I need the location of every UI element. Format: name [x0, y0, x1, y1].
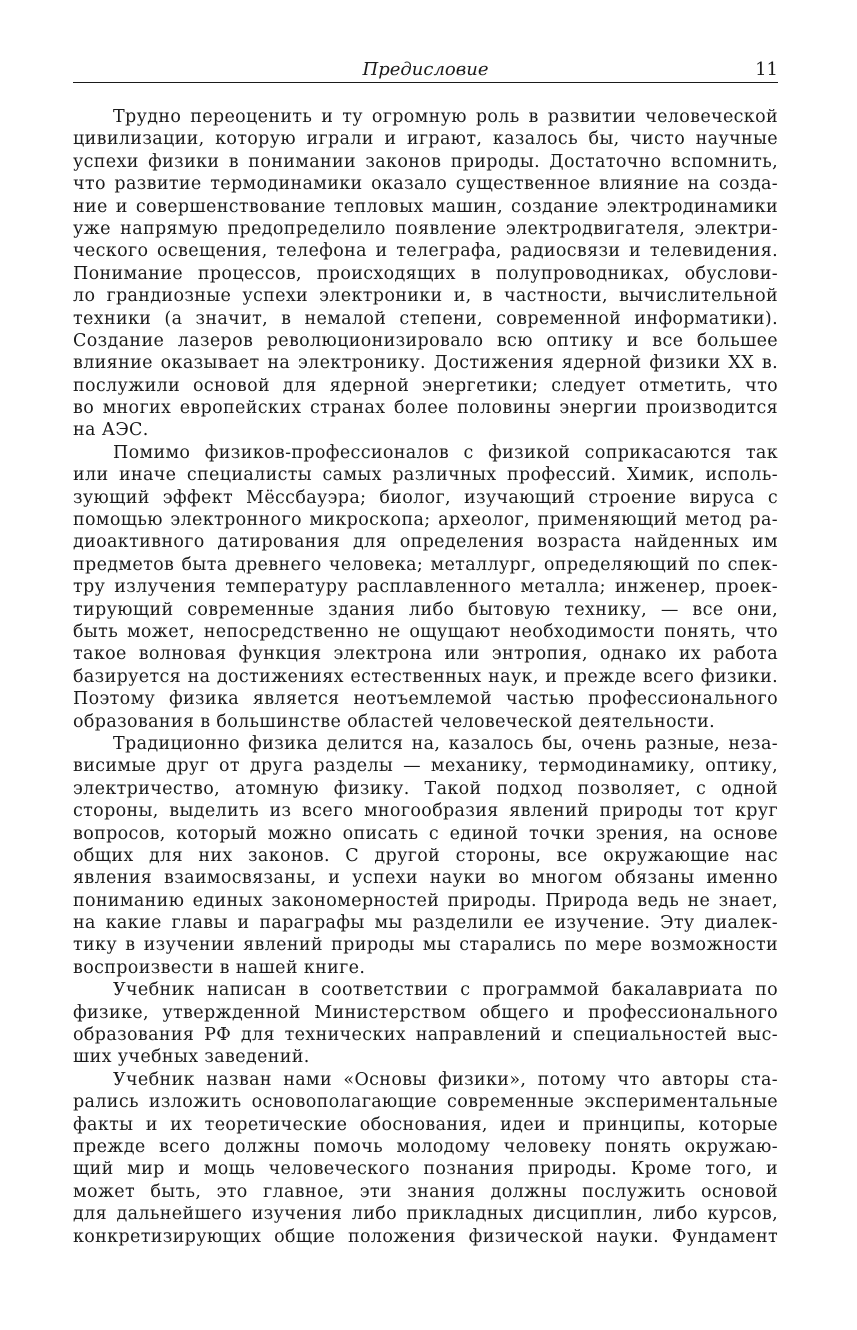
text-line: для дальнейшего изучения либо прикладных дисциплин, либо курсов,: [73, 1204, 778, 1225]
running-title: Предисловие: [362, 59, 489, 80]
text-line: физике, утвержденной Министерством общего и профессионального: [73, 1002, 778, 1023]
text-line: диоактивного датирования для определения возраста найденных им: [73, 532, 778, 553]
text-line: рались изложить основополагающие современные экспериментальные: [73, 1092, 778, 1113]
text-line: или иначе специалисты самых различных профессий. Химик, исполь-: [73, 465, 778, 486]
text-line: Учебник назван нами «Основы физики», потому что авторы ста-: [113, 1069, 778, 1090]
text-line: ческого освещения, телефона и телеграфа, радиосвязи и телевидения.: [73, 241, 778, 262]
text-line: Традиционно физика делится на, казалось бы, очень разные, неза-: [113, 733, 778, 754]
text-line: может быть, это главное, эти знания должны послужить основой: [73, 1181, 778, 1202]
text-line: Понимание процессов, происходящих в полупроводниках, обуслови-: [73, 263, 778, 284]
text-line: конкретизирующих общие положения физической науки. Фундамент: [73, 1226, 778, 1247]
text-line: влияние оказывает на электронику. Достижения ядерной физики XX в.: [73, 353, 778, 374]
text-line: цивилизации, которую играли и играют, казалось бы, чисто научные: [73, 129, 778, 150]
paragraph: [73, 979, 778, 1069]
text-line: во многих европейских странах более половины энергии производится: [73, 398, 778, 419]
text-line: щий мир и мощь человеческого познания природы. Кроме того, и: [73, 1159, 778, 1180]
text-line: прежде всего должны помочь молодому человеку понять окружаю-: [73, 1136, 778, 1157]
text-line: зующий эффект Мёссбауэра; биолог, изучающий строение вируса с: [73, 487, 778, 508]
text-line: образования РФ для технических направлений и специальностей выс-: [73, 1025, 778, 1046]
text-line: вопросов, который можно описать с единой точки зрения, на основе: [73, 823, 778, 844]
text-line: успехи физики в понимании законов природы. Достаточно вспомнить,: [73, 151, 778, 172]
text-line: помощью электронного микроскопа; археолог, применяющий метод ра-: [73, 510, 778, 531]
text-line: явления взаимосвязаны, и успехи науки во многом обязаны именно: [73, 868, 778, 889]
text-line: Создание лазеров революционизировало всю оптику и все большее: [73, 330, 778, 351]
paragraph: [73, 1069, 778, 1248]
text-line: предметов быта древнего человека; металлург, определяющий по спек-: [73, 554, 778, 575]
text-line: электричество, атомную физику. Такой подход позволяет, с одной: [73, 778, 778, 799]
text-line: ние и совершенствование тепловых машин, создание электродинамики: [73, 196, 778, 217]
text-line: уже напрямую предопределило появление электродвигателя, электри-: [73, 218, 778, 239]
text-line: воспроизвести в нашей книге.: [73, 957, 366, 978]
text-line: образования в большинстве областей человеческой деятельности.: [73, 711, 716, 732]
text-line: висимые друг от друга разделы — механику, термодинамику, оптику,: [73, 756, 778, 777]
text-line: пониманию единых закономерностей природы. Природа ведь не знает,: [73, 890, 778, 911]
text-line: Помимо физиков-профессионалов с физикой соприкасаются так: [113, 442, 778, 463]
text-line: базируется на достижениях естественных наук, и прежде всего физики.: [73, 666, 778, 687]
page-number: 11: [755, 59, 778, 80]
running-head: [73, 60, 778, 83]
text-line: Трудно переоценить и ту огромную роль в развитии человеческой: [113, 107, 778, 127]
text-line: быть может, непосредственно не ощущают необходимости понять, что: [73, 621, 778, 642]
text-line: послужили основой для ядерной энергетики; следует отметить, что: [73, 375, 778, 396]
text-line: тику в изучении явлений природы мы старались по мере возможности: [73, 935, 778, 956]
text-line: ло грандиозные успехи электроники и, в частности, вычислительной: [73, 286, 778, 307]
text-line: Учебник написан в соответствии с программой бакалавриата по: [113, 980, 778, 1001]
text-line: техники (а значит, в немалой степени, современной информатики).: [73, 308, 778, 329]
text-line: факты и их теоретические обоснования, идеи и принципы, которые: [73, 1114, 778, 1135]
paragraph: [73, 106, 778, 442]
text-line: такое волновая функция электрона или энтропия, однако их работа: [73, 644, 778, 665]
text-line: общих для них законов. С другой стороны, все окружающие нас: [73, 845, 778, 866]
text-line: тру излучения температуру расплавленного металла; инженер, проек-: [73, 577, 778, 598]
text-line: стороны, выделить из всего многообразия явлений природы тот круг: [73, 801, 778, 822]
text-line: Поэтому физика является неотъемлемой частью профессионального: [73, 689, 778, 710]
text-line: на какие главы и параграфы мы разделили ее изучение. Эту диалек-: [73, 913, 778, 934]
paragraph: [73, 733, 778, 979]
text-line: на АЭС.: [73, 420, 149, 441]
text-body: [73, 106, 778, 1248]
text-line: тирующий современные здания либо бытовую технику, — все они,: [73, 599, 778, 620]
text-line: ших учебных заведений.: [73, 1047, 310, 1068]
paragraph: [73, 442, 778, 733]
text-line: что развитие термодинамики оказало существенное влияние на созда-: [73, 174, 778, 195]
